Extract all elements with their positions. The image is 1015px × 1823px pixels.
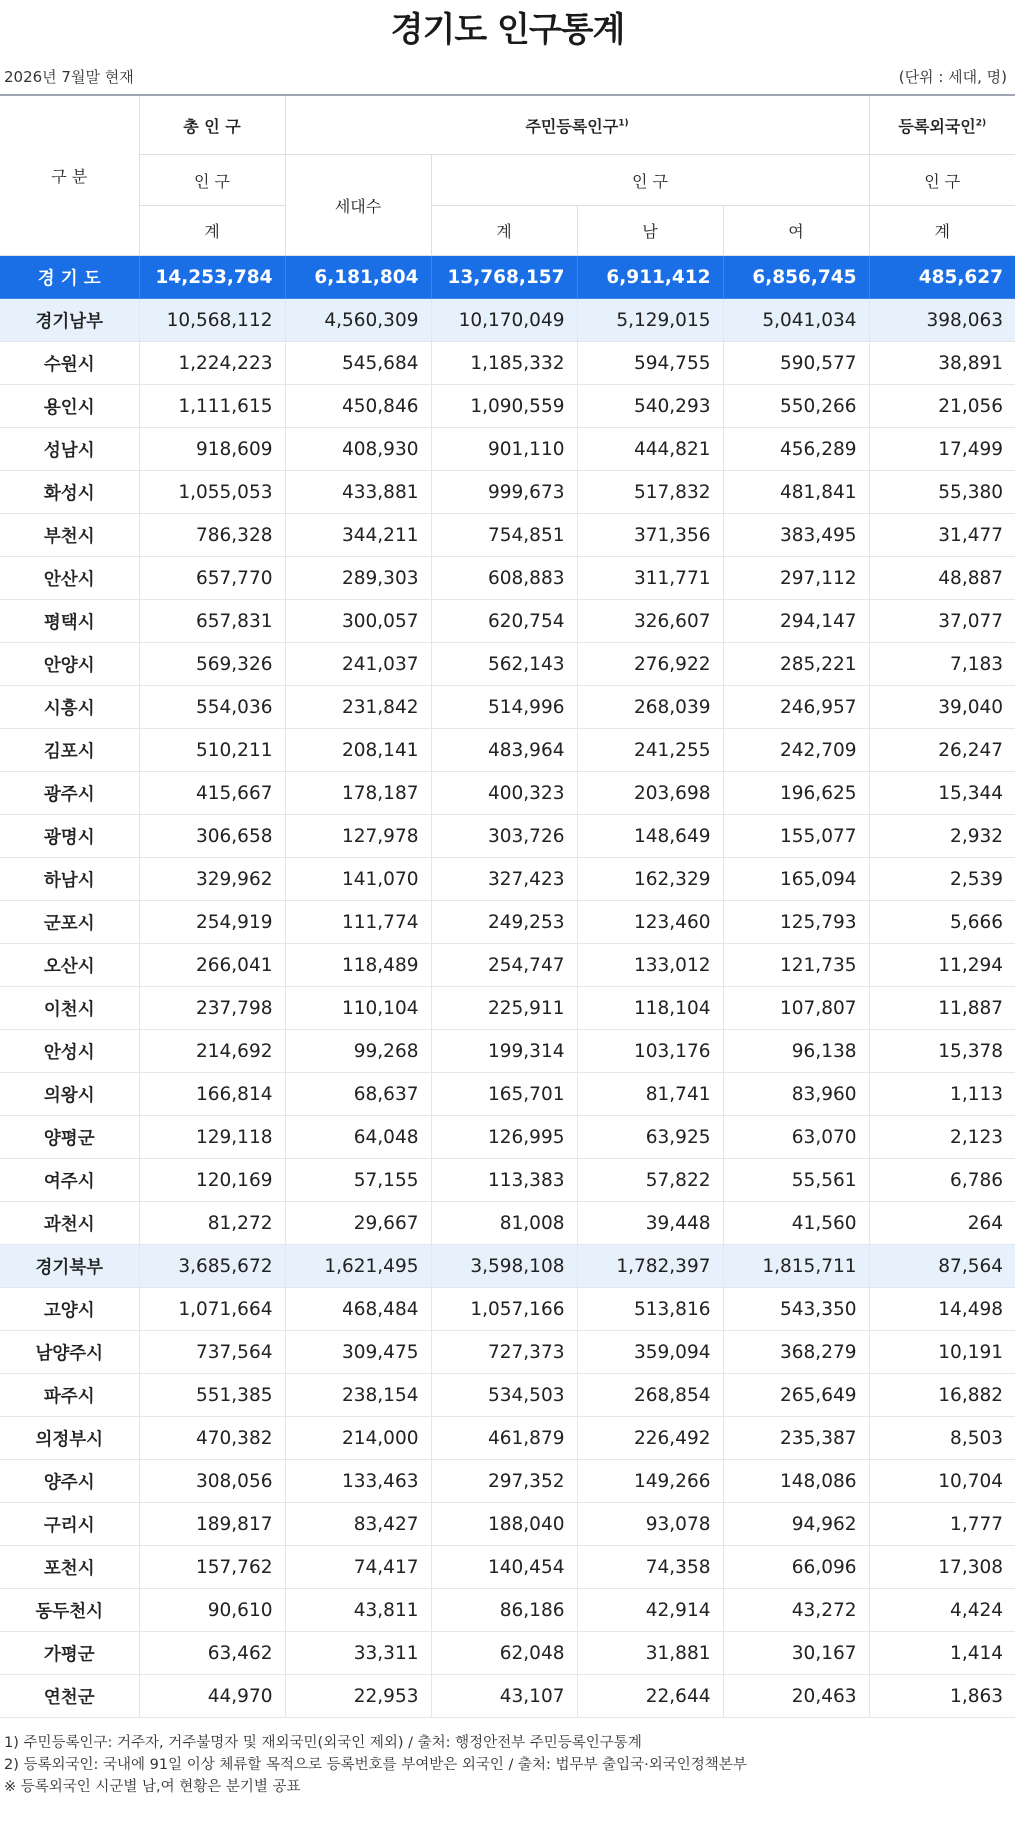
foreigner-cell: 2,932: [869, 815, 1015, 858]
male-cell: 203,698: [577, 772, 723, 815]
female-cell: 155,077: [723, 815, 869, 858]
foreigner-cell: 38,891: [869, 342, 1015, 385]
foreigner-cell: 37,077: [869, 600, 1015, 643]
table-body: [0, 256, 1015, 1718]
row-name: 안성시: [0, 1030, 139, 1073]
footnote-3: ※ 등록외국인 시군별 남,여 현황은 분기별 공표: [4, 1779, 301, 1795]
row-name: 동두천시: [0, 1589, 139, 1632]
foreigner-cell: 14,498: [869, 1288, 1015, 1331]
resident-sum-cell: 165,701: [431, 1073, 577, 1116]
male-cell: 133,012: [577, 944, 723, 987]
region-row-north: [0, 1245, 1015, 1288]
foreigner-cell: 55,380: [869, 471, 1015, 514]
male-cell: 162,329: [577, 858, 723, 901]
male-cell: 594,755: [577, 342, 723, 385]
foreigner-cell: 87,564: [869, 1245, 1015, 1288]
table-row: [0, 428, 1015, 471]
resident-sum-cell: 400,323: [431, 772, 577, 815]
table-row: [0, 1288, 1015, 1331]
table-row: [0, 944, 1015, 987]
table-row: [0, 1589, 1015, 1632]
total-pop-cell: 415,667: [139, 772, 285, 815]
female-cell: 242,709: [723, 729, 869, 772]
female-cell: 107,807: [723, 987, 869, 1030]
female-cell: 550,266: [723, 385, 869, 428]
table-row: [0, 729, 1015, 772]
total-pop-cell: 569,326: [139, 643, 285, 686]
female-cell: 121,735: [723, 944, 869, 987]
households-cell: 468,484: [285, 1288, 431, 1331]
total-pop-cell: 3,685,672: [139, 1245, 285, 1288]
total-pop-cell: 237,798: [139, 987, 285, 1030]
page-title: 경기도 인구통계: [390, 10, 625, 50]
foreigner-cell: 10,191: [869, 1331, 1015, 1374]
total-pop-cell: 657,831: [139, 600, 285, 643]
resident-sum-cell: 81,008: [431, 1202, 577, 1245]
table-row: [0, 514, 1015, 557]
resident-sum-cell: 461,879: [431, 1417, 577, 1460]
households-cell: 133,463: [285, 1460, 431, 1503]
table-row: [0, 1202, 1015, 1245]
female-cell: 41,560: [723, 1202, 869, 1245]
header-total-sum: 계: [139, 206, 285, 256]
female-cell: 94,962: [723, 1503, 869, 1546]
male-cell: 42,914: [577, 1589, 723, 1632]
foreigner-cell: 264: [869, 1202, 1015, 1245]
total-pop-cell: 157,762: [139, 1546, 285, 1589]
table-row: [0, 815, 1015, 858]
header-resident-sum: 계: [431, 206, 577, 256]
foreigner-cell: 2,123: [869, 1116, 1015, 1159]
households-cell: 289,303: [285, 557, 431, 600]
households-cell: 111,774: [285, 901, 431, 944]
row-name: 평택시: [0, 600, 139, 643]
male-cell: 57,822: [577, 1159, 723, 1202]
row-name: 양평군: [0, 1116, 139, 1159]
resident-sum-cell: 514,996: [431, 686, 577, 729]
households-cell: 110,104: [285, 987, 431, 1030]
male-cell: 6,911,412: [577, 256, 723, 299]
header-foreigner-sum: 계: [869, 206, 1015, 256]
row-name: 의정부시: [0, 1417, 139, 1460]
footnote-1: 1) 주민등록인구: 거주자, 거주불명자 및 재외국민(외국인 제외) / 출처: 행정안전부 주민등록인구통계: [4, 1735, 642, 1751]
resident-sum-cell: 62,048: [431, 1632, 577, 1675]
female-cell: 148,086: [723, 1460, 869, 1503]
row-name: 여주시: [0, 1159, 139, 1202]
female-cell: 294,147: [723, 600, 869, 643]
table-row: [0, 600, 1015, 643]
header-category: 구 분: [0, 95, 139, 256]
header-male: 남: [577, 206, 723, 256]
population-table: [0, 94, 1015, 1718]
row-name: 광주시: [0, 772, 139, 815]
total-pop-cell: 254,919: [139, 901, 285, 944]
row-name: 오산시: [0, 944, 139, 987]
table-row: [0, 385, 1015, 428]
table-row: [0, 1116, 1015, 1159]
households-cell: 29,667: [285, 1202, 431, 1245]
table-row: [0, 772, 1015, 815]
table-row: [0, 643, 1015, 686]
table-row: [0, 686, 1015, 729]
resident-sum-cell: 43,107: [431, 1675, 577, 1718]
households-cell: 433,881: [285, 471, 431, 514]
total-row: [0, 256, 1015, 299]
resident-sum-cell: 13,768,157: [431, 256, 577, 299]
table-row: [0, 858, 1015, 901]
row-name: 부천시: [0, 514, 139, 557]
row-name: 경기북부: [0, 1245, 139, 1288]
households-cell: 57,155: [285, 1159, 431, 1202]
table-row: [0, 1417, 1015, 1460]
foreigner-cell: 2,539: [869, 858, 1015, 901]
resident-sum-cell: 303,726: [431, 815, 577, 858]
households-cell: 309,475: [285, 1331, 431, 1374]
male-cell: 359,094: [577, 1331, 723, 1374]
households-cell: 127,978: [285, 815, 431, 858]
row-name: 연천군: [0, 1675, 139, 1718]
total-pop-cell: 657,770: [139, 557, 285, 600]
row-name: 파주시: [0, 1374, 139, 1417]
female-cell: 383,495: [723, 514, 869, 557]
row-name: 김포시: [0, 729, 139, 772]
row-name: 경 기 도: [0, 256, 139, 299]
resident-sum-cell: 327,423: [431, 858, 577, 901]
foreigner-cell: 11,294: [869, 944, 1015, 987]
row-name: 의왕시: [0, 1073, 139, 1116]
unit-label: (단위 : 세대, 명): [898, 67, 1007, 86]
total-pop-cell: 510,211: [139, 729, 285, 772]
male-cell: 241,255: [577, 729, 723, 772]
resident-sum-cell: 254,747: [431, 944, 577, 987]
table-row: [0, 557, 1015, 600]
female-cell: 125,793: [723, 901, 869, 944]
foreigner-cell: 31,477: [869, 514, 1015, 557]
row-name: 군포시: [0, 901, 139, 944]
total-pop-cell: 10,568,112: [139, 299, 285, 342]
total-pop-cell: 1,071,664: [139, 1288, 285, 1331]
male-cell: 81,741: [577, 1073, 723, 1116]
male-cell: 63,925: [577, 1116, 723, 1159]
total-pop-cell: 737,564: [139, 1331, 285, 1374]
table-meta: [0, 58, 1015, 94]
male-cell: 371,356: [577, 514, 723, 557]
header-total-pop: 총 인 구: [139, 95, 285, 155]
resident-sum-cell: 620,754: [431, 600, 577, 643]
total-pop-cell: 1,224,223: [139, 342, 285, 385]
male-cell: 513,816: [577, 1288, 723, 1331]
male-cell: 118,104: [577, 987, 723, 1030]
table-header: [0, 95, 1015, 256]
table-row: [0, 1331, 1015, 1374]
foreigner-cell: 8,503: [869, 1417, 1015, 1460]
total-pop-cell: 308,056: [139, 1460, 285, 1503]
male-cell: 311,771: [577, 557, 723, 600]
female-cell: 481,841: [723, 471, 869, 514]
households-cell: 231,842: [285, 686, 431, 729]
header-households: 세대수: [285, 155, 431, 256]
female-cell: 165,094: [723, 858, 869, 901]
male-cell: 39,448: [577, 1202, 723, 1245]
table-row: [0, 1030, 1015, 1073]
table-row: [0, 1159, 1015, 1202]
resident-sum-cell: 86,186: [431, 1589, 577, 1632]
resident-sum-cell: 1,090,559: [431, 385, 577, 428]
male-cell: 226,492: [577, 1417, 723, 1460]
table-row: [0, 471, 1015, 514]
households-cell: 208,141: [285, 729, 431, 772]
resident-sum-cell: 188,040: [431, 1503, 577, 1546]
resident-sum-cell: 225,911: [431, 987, 577, 1030]
row-name: 고양시: [0, 1288, 139, 1331]
foreigner-cell: 1,863: [869, 1675, 1015, 1718]
row-name: 과천시: [0, 1202, 139, 1245]
households-cell: 33,311: [285, 1632, 431, 1675]
row-name: 경기남부: [0, 299, 139, 342]
male-cell: 268,854: [577, 1374, 723, 1417]
header-resident-population: 인 구: [431, 155, 869, 206]
households-cell: 1,621,495: [285, 1245, 431, 1288]
row-name: 이천시: [0, 987, 139, 1030]
row-name: 시흥시: [0, 686, 139, 729]
row-name: 남양주시: [0, 1331, 139, 1374]
male-cell: 326,607: [577, 600, 723, 643]
row-name: 용인시: [0, 385, 139, 428]
total-pop-cell: 918,609: [139, 428, 285, 471]
female-cell: 265,649: [723, 1374, 869, 1417]
resident-sum-cell: 126,995: [431, 1116, 577, 1159]
total-pop-cell: 214,692: [139, 1030, 285, 1073]
female-cell: 285,221: [723, 643, 869, 686]
households-cell: 64,048: [285, 1116, 431, 1159]
resident-sum-cell: 140,454: [431, 1546, 577, 1589]
resident-sum-cell: 113,383: [431, 1159, 577, 1202]
foreigner-cell: 11,887: [869, 987, 1015, 1030]
households-cell: 68,637: [285, 1073, 431, 1116]
female-cell: 196,625: [723, 772, 869, 815]
female-cell: 55,561: [723, 1159, 869, 1202]
foreigner-cell: 5,666: [869, 901, 1015, 944]
male-cell: 5,129,015: [577, 299, 723, 342]
foreigner-cell: 1,414: [869, 1632, 1015, 1675]
foreigner-cell: 21,056: [869, 385, 1015, 428]
total-pop-cell: 470,382: [139, 1417, 285, 1460]
resident-sum-cell: 754,851: [431, 514, 577, 557]
female-cell: 30,167: [723, 1632, 869, 1675]
female-cell: 96,138: [723, 1030, 869, 1073]
total-pop-cell: 129,118: [139, 1116, 285, 1159]
households-cell: 22,953: [285, 1675, 431, 1718]
header-total-population: 인 구: [139, 155, 285, 206]
female-cell: 66,096: [723, 1546, 869, 1589]
households-cell: 450,846: [285, 385, 431, 428]
male-cell: 31,881: [577, 1632, 723, 1675]
male-cell: 103,176: [577, 1030, 723, 1073]
households-cell: 344,211: [285, 514, 431, 557]
female-cell: 20,463: [723, 1675, 869, 1718]
table-row: [0, 1632, 1015, 1675]
male-cell: 149,266: [577, 1460, 723, 1503]
households-cell: 99,268: [285, 1030, 431, 1073]
row-name: 성남시: [0, 428, 139, 471]
female-cell: 368,279: [723, 1331, 869, 1374]
table-row: [0, 342, 1015, 385]
table-row: [0, 1374, 1015, 1417]
resident-sum-cell: 3,598,108: [431, 1245, 577, 1288]
female-cell: 5,041,034: [723, 299, 869, 342]
header-resident-pop: 주민등록인구$^{1)}$: [285, 95, 869, 155]
male-cell: 444,821: [577, 428, 723, 471]
households-cell: 141,070: [285, 858, 431, 901]
male-cell: 276,922: [577, 643, 723, 686]
total-pop-cell: 81,272: [139, 1202, 285, 1245]
foreigner-cell: 10,704: [869, 1460, 1015, 1503]
table-row: [0, 1503, 1015, 1546]
households-cell: 43,811: [285, 1589, 431, 1632]
female-cell: 6,856,745: [723, 256, 869, 299]
male-cell: 268,039: [577, 686, 723, 729]
foreigner-cell: 1,777: [869, 1503, 1015, 1546]
row-name: 안양시: [0, 643, 139, 686]
households-cell: 6,181,804: [285, 256, 431, 299]
female-cell: 235,387: [723, 1417, 869, 1460]
female-cell: 456,289: [723, 428, 869, 471]
resident-sum-cell: 10,170,049: [431, 299, 577, 342]
total-pop-cell: 1,055,053: [139, 471, 285, 514]
foreigner-cell: 7,183: [869, 643, 1015, 686]
resident-sum-cell: 297,352: [431, 1460, 577, 1503]
row-name: 포천시: [0, 1546, 139, 1589]
foreigner-cell: 4,424: [869, 1589, 1015, 1632]
foreigner-cell: 39,040: [869, 686, 1015, 729]
foreigner-cell: 17,499: [869, 428, 1015, 471]
foreigner-cell: 398,063: [869, 299, 1015, 342]
female-cell: 63,070: [723, 1116, 869, 1159]
row-name: 하남시: [0, 858, 139, 901]
region-row-south: [0, 299, 1015, 342]
total-pop-cell: 166,814: [139, 1073, 285, 1116]
total-pop-cell: 90,610: [139, 1589, 285, 1632]
male-cell: 1,782,397: [577, 1245, 723, 1288]
table-row: [0, 987, 1015, 1030]
row-name: 양주시: [0, 1460, 139, 1503]
resident-sum-cell: 901,110: [431, 428, 577, 471]
resident-sum-cell: 608,883: [431, 557, 577, 600]
foreigner-cell: 16,882: [869, 1374, 1015, 1417]
resident-sum-cell: 1,057,166: [431, 1288, 577, 1331]
resident-sum-cell: 534,503: [431, 1374, 577, 1417]
table-row: [0, 901, 1015, 944]
row-name: 가평군: [0, 1632, 139, 1675]
table-row: [0, 1675, 1015, 1718]
total-pop-cell: 189,817: [139, 1503, 285, 1546]
resident-sum-cell: 727,373: [431, 1331, 577, 1374]
row-name: 화성시: [0, 471, 139, 514]
foreigner-cell: 15,378: [869, 1030, 1015, 1073]
foreigner-cell: 15,344: [869, 772, 1015, 815]
resident-sum-cell: 1,185,332: [431, 342, 577, 385]
row-name: 안산시: [0, 557, 139, 600]
table-row: [0, 1073, 1015, 1116]
male-cell: 93,078: [577, 1503, 723, 1546]
female-cell: 297,112: [723, 557, 869, 600]
households-cell: 4,560,309: [285, 299, 431, 342]
households-cell: 83,427: [285, 1503, 431, 1546]
foreigner-cell: 26,247: [869, 729, 1015, 772]
male-cell: 22,644: [577, 1675, 723, 1718]
total-pop-cell: 44,970: [139, 1675, 285, 1718]
female-cell: 590,577: [723, 342, 869, 385]
total-pop-cell: 786,328: [139, 514, 285, 557]
total-pop-cell: 554,036: [139, 686, 285, 729]
foreigner-cell: 17,308: [869, 1546, 1015, 1589]
households-cell: 300,057: [285, 600, 431, 643]
resident-sum-cell: 249,253: [431, 901, 577, 944]
households-cell: 178,187: [285, 772, 431, 815]
female-cell: 543,350: [723, 1288, 869, 1331]
total-pop-cell: 120,169: [139, 1159, 285, 1202]
row-name: 수원시: [0, 342, 139, 385]
resident-sum-cell: 483,964: [431, 729, 577, 772]
male-cell: 123,460: [577, 901, 723, 944]
reference-date: 2026년 7월말 현재: [4, 67, 134, 86]
total-pop-cell: 1,111,615: [139, 385, 285, 428]
households-cell: 74,417: [285, 1546, 431, 1589]
households-cell: 214,000: [285, 1417, 431, 1460]
row-name: 광명시: [0, 815, 139, 858]
foreigner-cell: 48,887: [869, 557, 1015, 600]
foreigner-cell: 485,627: [869, 256, 1015, 299]
foreigner-cell: 1,113: [869, 1073, 1015, 1116]
total-pop-cell: 306,658: [139, 815, 285, 858]
footnotes: [0, 1718, 1015, 1798]
households-cell: 408,930: [285, 428, 431, 471]
header-foreigner-population: 인 구: [869, 155, 1015, 206]
households-cell: 238,154: [285, 1374, 431, 1417]
households-cell: 241,037: [285, 643, 431, 686]
households-cell: 545,684: [285, 342, 431, 385]
resident-sum-cell: 999,673: [431, 471, 577, 514]
row-name: 구리시: [0, 1503, 139, 1546]
resident-sum-cell: 562,143: [431, 643, 577, 686]
total-pop-cell: 14,253,784: [139, 256, 285, 299]
table-row: [0, 1460, 1015, 1503]
header-foreigner: 등록외국인$^{2)}$: [869, 95, 1015, 155]
total-pop-cell: 551,385: [139, 1374, 285, 1417]
foreigner-cell: 6,786: [869, 1159, 1015, 1202]
female-cell: 43,272: [723, 1589, 869, 1632]
male-cell: 517,832: [577, 471, 723, 514]
female-cell: 83,960: [723, 1073, 869, 1116]
header-female: 여: [723, 206, 869, 256]
female-cell: 1,815,711: [723, 1245, 869, 1288]
total-pop-cell: 63,462: [139, 1632, 285, 1675]
footnote-2: 2) 등록외국인: 국내에 91일 이상 체류할 목적으로 등록번호를 부여받은 외국인 / 출처: 법무부 출입국·외국인정책본부: [4, 1757, 747, 1773]
resident-sum-cell: 199,314: [431, 1030, 577, 1073]
total-pop-cell: 266,041: [139, 944, 285, 987]
male-cell: 148,649: [577, 815, 723, 858]
male-cell: 540,293: [577, 385, 723, 428]
households-cell: 118,489: [285, 944, 431, 987]
table-row: [0, 1546, 1015, 1589]
total-pop-cell: 329,962: [139, 858, 285, 901]
male-cell: 74,358: [577, 1546, 723, 1589]
female-cell: 246,957: [723, 686, 869, 729]
